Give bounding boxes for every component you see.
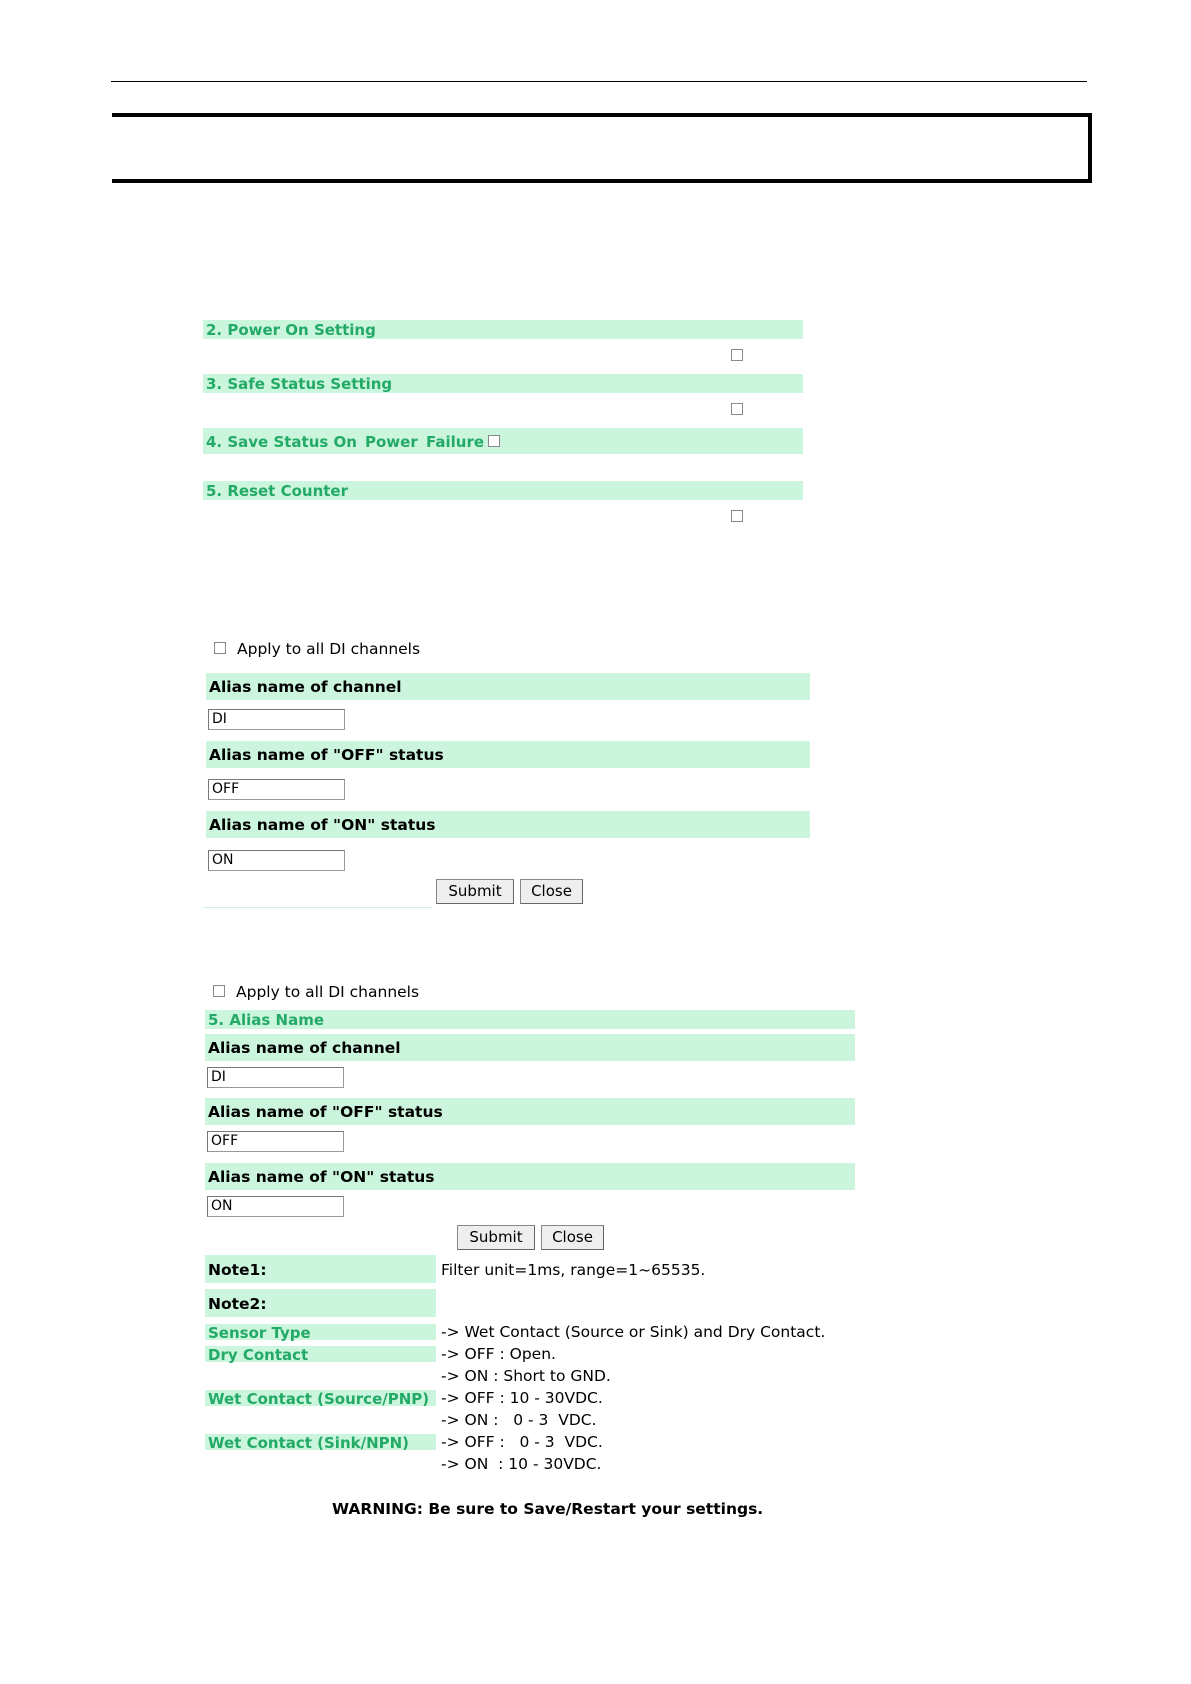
alias-off-input[interactable]: OFF — [208, 779, 345, 800]
reset-counter-label: 5. Reset Counter — [206, 482, 348, 500]
alias-on-input[interactable]: ON — [207, 1196, 344, 1217]
note-row-text: -> ON : 10 - 30VDC. — [441, 1455, 602, 1473]
submit-button[interactable]: Submit — [436, 879, 514, 904]
alias-on-input[interactable]: ON — [208, 850, 345, 871]
form-divider — [203, 907, 433, 908]
page-top-rule — [111, 81, 1087, 82]
save-status-label-a: 4. Save Status On — [206, 433, 357, 451]
note-row-text: -> OFF : 10 - 30VDC. — [441, 1389, 603, 1407]
header-box — [112, 113, 1092, 183]
alias-on-label: Alias name of "ON" status — [208, 1168, 435, 1186]
alias-channel-input[interactable]: DI — [207, 1067, 344, 1088]
note-row-label: Sensor Type — [208, 1324, 311, 1342]
close-button[interactable]: Close — [541, 1225, 604, 1250]
note-row-label: Dry Contact — [208, 1346, 309, 1364]
save-status-label-c: Failure — [426, 433, 485, 451]
alias-channel-input[interactable]: DI — [208, 709, 345, 730]
alias-section-label: 5. Alias Name — [208, 1011, 325, 1029]
apply-all-checkbox[interactable] — [214, 642, 226, 654]
note2-label: Note2: — [208, 1295, 267, 1313]
close-button[interactable]: Close — [520, 879, 583, 904]
apply-all-label: Apply to all DI channels — [236, 983, 420, 1001]
submit-button[interactable]: Submit — [457, 1225, 535, 1250]
note1-label: Note1: — [208, 1261, 267, 1279]
note-row-label: Wet Contact (Source/PNP) — [208, 1390, 430, 1408]
warning-text: WARNING: Be sure to Save/Restart your settings. — [332, 1500, 764, 1518]
power-on-checkbox[interactable] — [731, 349, 743, 361]
note-row-label: Wet Contact (Sink/NPN) — [208, 1434, 410, 1452]
note-row-text: -> ON : Short to GND. — [441, 1367, 611, 1385]
safe-status-label: 3. Safe Status Setting — [206, 375, 393, 393]
save-status-checkbox[interactable] — [488, 435, 500, 447]
save-status-label-b: Power — [365, 433, 418, 451]
alias-off-label: Alias name of "OFF" status — [209, 746, 444, 764]
alias-on-label: Alias name of "ON" status — [209, 816, 436, 834]
power-on-label: 2. Power On Setting — [206, 321, 376, 339]
note-row-text: -> ON : 0 - 3 VDC. — [441, 1411, 597, 1429]
apply-all-checkbox[interactable] — [213, 985, 225, 997]
safe-status-checkbox[interactable] — [731, 403, 743, 415]
note-row-text: -> OFF : 0 - 3 VDC. — [441, 1433, 603, 1451]
note1-text: Filter unit=1ms, range=1~65535. — [441, 1261, 706, 1279]
reset-counter-checkbox[interactable] — [731, 510, 743, 522]
note-row-text: -> OFF : Open. — [441, 1345, 556, 1363]
apply-all-label: Apply to all DI channels — [237, 640, 421, 658]
alias-off-input[interactable]: OFF — [207, 1131, 344, 1152]
note-row-text: -> Wet Contact (Source or Sink) and Dry Contact. — [441, 1323, 826, 1341]
alias-off-label: Alias name of "OFF" status — [208, 1103, 443, 1121]
alias-channel-label: Alias name of channel — [209, 678, 402, 696]
alias-channel-label: Alias name of channel — [208, 1039, 401, 1057]
